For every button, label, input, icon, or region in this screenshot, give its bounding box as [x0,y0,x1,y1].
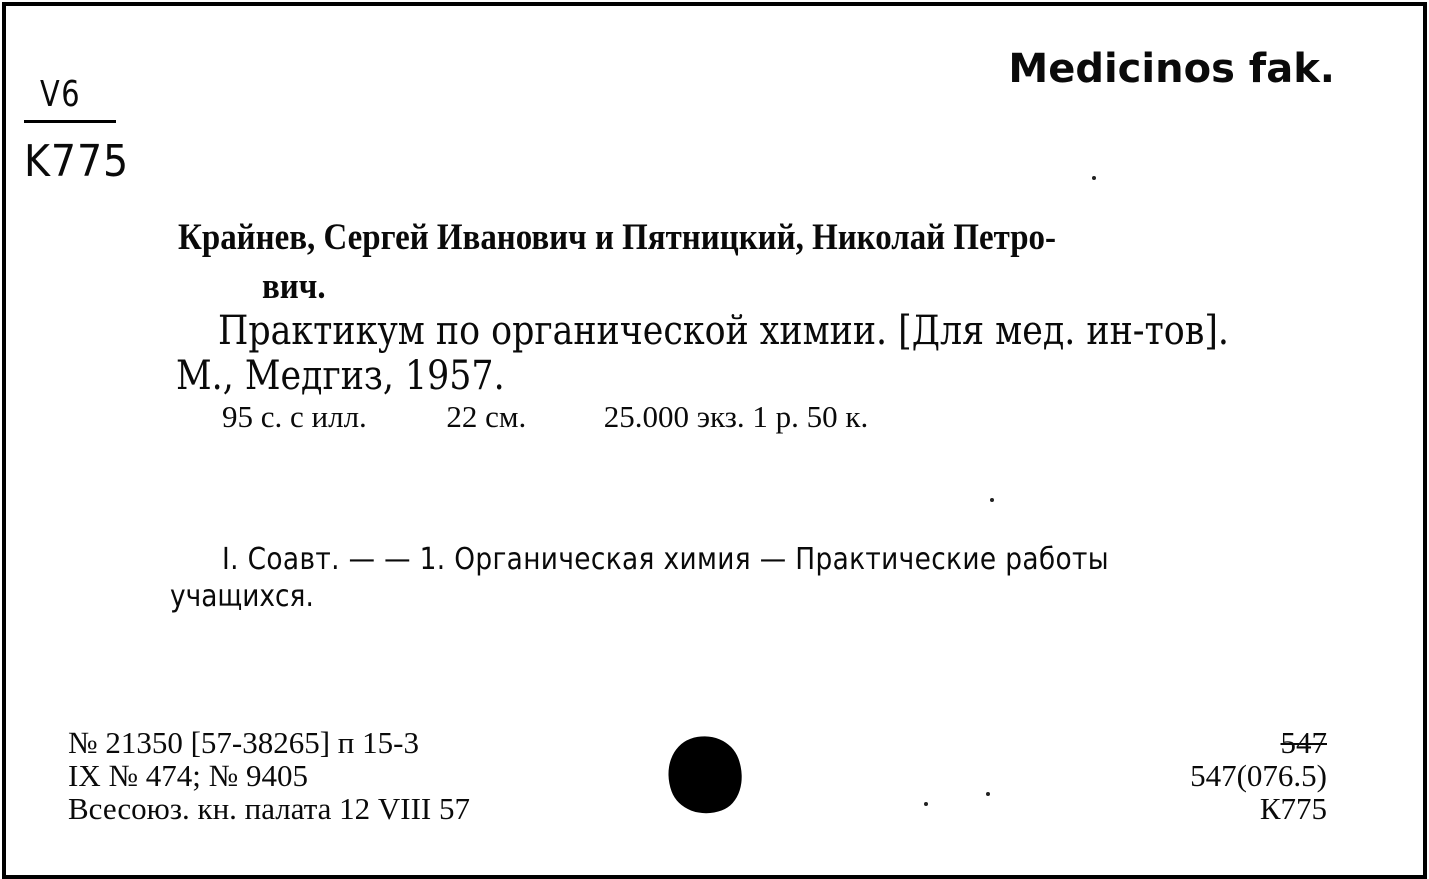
registration-line-1: № 21350 [57-38265] п 15-3 [68,725,419,760]
collation-pages: 95 с. с илл. [222,399,367,434]
collation-size: 22 см. [446,399,527,434]
call-number-top: V6 [40,74,82,115]
ink-speck [1092,176,1096,180]
registration-line-2: IX № 474; № 9405 [68,758,308,793]
subject-tracing-continued: учащихся. [170,579,314,614]
registration-info [68,726,470,825]
ink-speck [924,802,928,806]
classification-line-1: 547 [1280,725,1327,760]
classification-line-2: 547(076.5) [1190,758,1327,793]
ink-speck [990,498,994,502]
collation-price: 25.000 экз. 1 р. 50 к. [603,399,869,434]
faculty-stamp: Medicinos fak. [1008,46,1335,92]
ink-speck [986,792,990,796]
subject-tracing: I. Соавт. — — 1. Органическая химия — Практические работы [222,542,1109,577]
call-number-divider [24,120,116,123]
classification-line-3: К775 [1259,791,1327,826]
catalog-card [2,2,1427,879]
collation [222,399,868,435]
ink-blot [657,726,753,825]
author-heading-continued: вич. [262,266,326,307]
book-title: Практикум по органической химии. [Для мед. ин-тов]. [218,308,1229,354]
author-heading: Крайнев, Сергей Иванович и Пятницкий, Николай Петро- [178,217,1056,258]
classification [1190,726,1327,825]
registration-line-3: Всесоюз. кн. палата 12 VIII 57 [68,791,471,826]
imprint: М., Медгиз, 1957. [176,353,505,399]
call-number-bottom: K775 [24,136,130,187]
